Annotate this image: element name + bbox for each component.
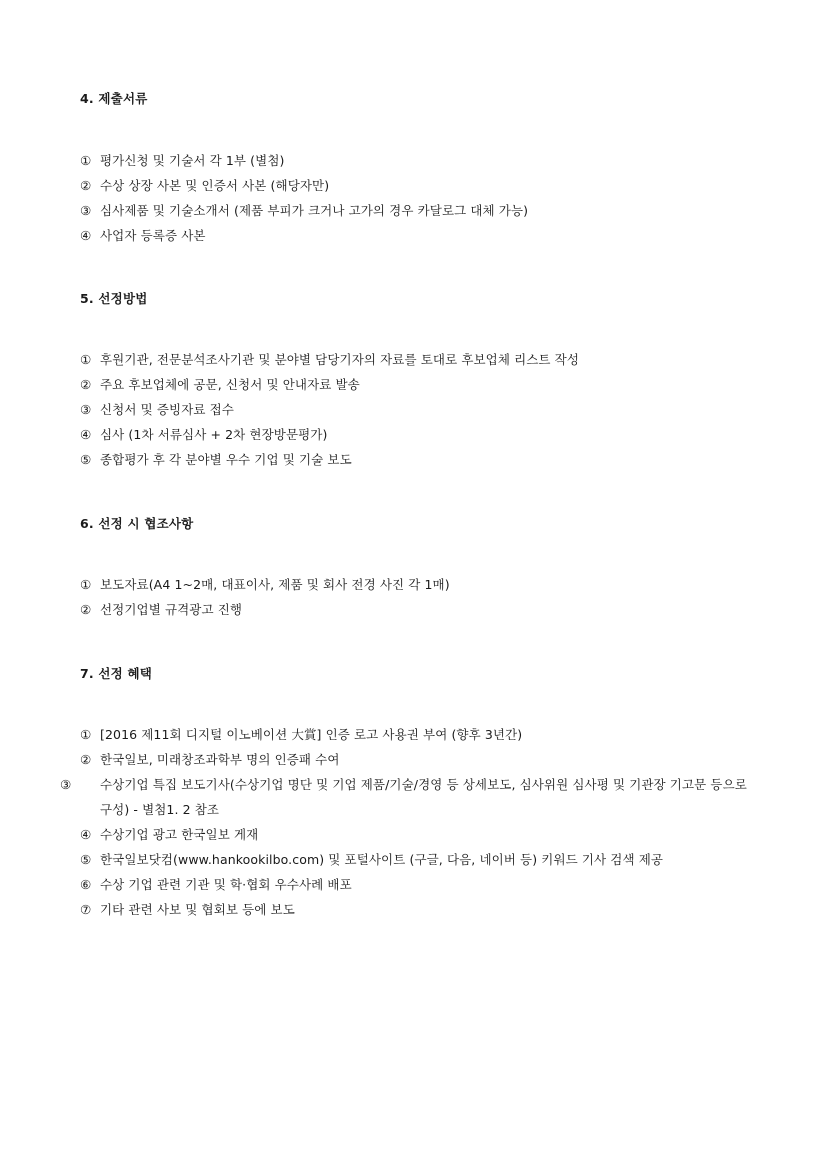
list-item [80,897,760,922]
item-number: ⑦ [80,902,92,917]
list-item [80,173,760,198]
item-number: ④ [80,228,92,243]
section-selection-method [80,289,760,472]
item-number: ③ [80,402,92,417]
item-text: 수상 상장 사본 및 인증서 사본 (해당자만) [100,178,330,193]
list-item [80,397,760,422]
section-submission-documents [80,89,760,248]
list-item [80,372,760,397]
item-list [80,572,760,622]
item-text: 수상 기업 관련 기관 및 학·협회 우수사례 배포 [100,877,352,892]
item-number: ② [80,178,92,193]
list-item [80,722,760,747]
item-text: 사업자 등록증 사본 [100,228,206,243]
list-item [80,347,760,372]
item-number: ① [80,352,92,367]
list-item [80,847,760,872]
item-text: 주요 후보업체에 공문, 신청서 및 안내자료 발송 [100,377,360,392]
item-number: ② [80,377,92,392]
list-item [80,872,760,897]
list-item [80,822,760,847]
item-text: 수상기업 특집 보도기사(수상기업 명단 및 기업 제품/기술/경영 등 상세보도, 심사위원 심사평 및 기관장 기고문 등으로 구성) - 별첨1. 2 참조 [100,777,747,817]
item-text: 신청서 및 증빙자료 접수 [100,402,234,417]
item-text: 종합평가 후 각 분야별 우수 기업 및 기술 보도 [100,452,352,467]
section-heading: 4. 제출서류 [80,91,148,106]
item-number: ④ [80,427,92,442]
section-heading: 7. 선정 혜택 [80,666,153,681]
item-number: ③ [60,777,72,792]
list-item [80,747,760,772]
list-item [80,447,760,472]
item-text: 수상기업 광고 한국일보 게재 [100,827,259,842]
section-heading: 6. 선정 시 협조사항 [80,516,194,531]
item-list [80,347,760,472]
item-text: 선정기업별 규격광고 진행 [100,602,243,617]
list-item [80,198,760,223]
item-text: 평가신청 및 기술서 각 1부 (별첨) [100,153,285,168]
list-item [80,148,760,173]
item-number: ⑤ [80,852,92,867]
item-list [60,722,760,922]
item-text: 후원기관, 전문분석조사기관 및 분야별 담당기자의 자료를 토대로 후보업체 리스트 작성 [100,352,580,367]
item-text: 보도자료(A4 1~2매, 대표이사, 제품 및 회사 전경 사진 각 1매) [100,577,450,592]
item-number: ⑤ [80,452,92,467]
item-text: 심사제품 및 기술소개서 (제품 부피가 크거나 고가의 경우 카달로그 대체 가능) [100,203,529,218]
list-item [80,422,760,447]
item-text: 한국일보, 미래창조과학부 명의 인증패 수여 [100,752,340,767]
item-number: ⑥ [80,877,92,892]
item-number: ④ [80,827,92,842]
list-item [80,223,760,248]
list-item [80,597,760,622]
item-text: 기타 관련 사보 및 협회보 등에 보도 [100,902,295,917]
item-number: ② [80,752,92,767]
item-number: ① [80,577,92,592]
item-number: ③ [80,203,92,218]
item-number: ① [80,153,92,168]
item-number: ① [80,727,92,742]
item-text: [2016 제11회 디지털 이노베이션 大賞] 인증 로고 사용권 부여 (향후 3년간) [100,727,523,742]
list-item [80,572,760,597]
item-text: 심사 (1차 서류심사 + 2차 현장방문평가) [100,427,328,442]
section-heading: 5. 선정방법 [80,291,148,306]
item-text: 한국일보닷컴(www.hankookilbo.com) 및 포털사이트 (구글, 다음, 네이버 등) 키워드 기사 검색 제공 [100,852,664,867]
list-item [60,772,760,822]
section-selection-benefits [60,664,760,922]
item-number: ② [80,602,92,617]
section-cooperation-items [80,514,760,622]
item-list [80,148,760,248]
